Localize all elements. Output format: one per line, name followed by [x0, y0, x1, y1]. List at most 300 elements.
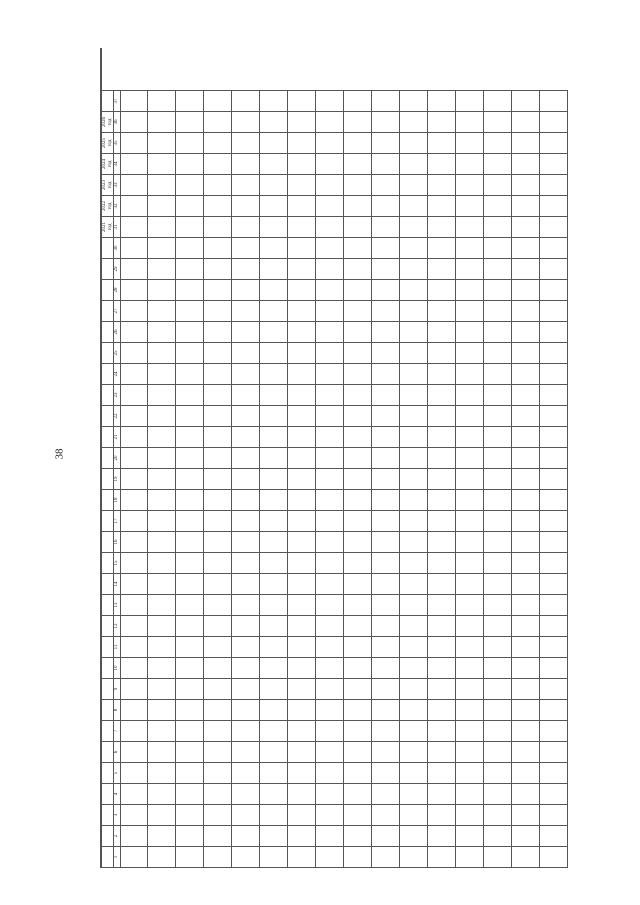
header-cell: [102, 301, 114, 322]
column-number: 27: [114, 301, 121, 322]
code-cell: [288, 721, 316, 742]
row-year-value: [512, 217, 540, 238]
code-cell: [176, 658, 204, 679]
header-cell: [102, 721, 114, 742]
code-cell: [288, 826, 316, 847]
code-cell: [372, 826, 400, 847]
code-cell: [204, 553, 232, 574]
column-number: 15: [114, 553, 121, 574]
column-number: 9: [114, 679, 121, 700]
code-cell: [372, 385, 400, 406]
row-year-value: [456, 133, 484, 154]
code-cell: [288, 532, 316, 553]
code-cell: [512, 679, 540, 700]
row-year-value: [344, 154, 372, 175]
code-cell: [372, 805, 400, 826]
code-cell: [344, 553, 372, 574]
code-cell: [316, 406, 344, 427]
code-cell: [204, 301, 232, 322]
code-cell: [344, 847, 372, 868]
code-cell: [344, 469, 372, 490]
code-cell: [372, 301, 400, 322]
row-year-value: [316, 112, 344, 133]
code-cell: [176, 784, 204, 805]
code-cell: [344, 616, 372, 637]
row-unit: [148, 259, 176, 280]
row-year-value: [148, 133, 176, 154]
code-cell: [260, 700, 288, 721]
code-cell: [512, 448, 540, 469]
code-cell: [540, 595, 568, 616]
code-cell: [484, 679, 512, 700]
code-cell: [232, 427, 260, 448]
code-cell: [456, 721, 484, 742]
code-cell: [260, 490, 288, 511]
code-cell: [428, 343, 456, 364]
header-cell: [102, 805, 114, 826]
code-cell: [456, 301, 484, 322]
row-year-value: [288, 112, 316, 133]
code-cell: [316, 616, 344, 637]
row-year-value: [288, 196, 316, 217]
code-cell: [148, 427, 176, 448]
code-cell: [120, 763, 148, 784]
code-cell: [316, 448, 344, 469]
row-name: [484, 280, 512, 301]
row-base-value: [456, 238, 484, 259]
code-cell: [288, 301, 316, 322]
header-cell: [102, 91, 114, 112]
row-year-value: [484, 133, 512, 154]
row-base-value: [484, 238, 512, 259]
code-cell: [288, 637, 316, 658]
code-cell: [400, 826, 428, 847]
code-cell: [176, 826, 204, 847]
row-name: [344, 280, 372, 301]
code-cell: [456, 574, 484, 595]
code-cell: [484, 595, 512, 616]
code-cell: [232, 847, 260, 868]
code-cell: [372, 616, 400, 637]
code-cell: [400, 679, 428, 700]
code-cell: [512, 784, 540, 805]
column-number: 32: [114, 196, 121, 217]
code-cell: [176, 679, 204, 700]
row-year-value: [540, 154, 568, 175]
code-cell: [120, 553, 148, 574]
header-cell: [102, 847, 114, 868]
code-cell: [232, 511, 260, 532]
row-year-value: [120, 175, 148, 196]
column-number: 4: [114, 784, 121, 805]
code-cell: [232, 385, 260, 406]
code-cell: [148, 322, 176, 343]
code-cell: [484, 658, 512, 679]
code-cell: [456, 385, 484, 406]
code-cell: [512, 616, 540, 637]
row-year-value: [400, 175, 428, 196]
row-year-value: [428, 217, 456, 238]
code-cell: [540, 637, 568, 658]
code-cell: [344, 763, 372, 784]
code-cell: [232, 553, 260, 574]
code-cell: [120, 322, 148, 343]
code-cell: [260, 679, 288, 700]
code-cell: [428, 469, 456, 490]
row-year-value: [204, 196, 232, 217]
row-year-value: [148, 217, 176, 238]
code-cell: [148, 406, 176, 427]
row-name: [288, 280, 316, 301]
code-cell: [540, 826, 568, 847]
code-cell: [232, 742, 260, 763]
code-cell: [260, 343, 288, 364]
header-cell: [102, 427, 114, 448]
column-number: 3: [114, 805, 121, 826]
code-cell: [456, 616, 484, 637]
code-cell: [232, 805, 260, 826]
row-base-value: [372, 238, 400, 259]
column-number: 26: [114, 322, 121, 343]
code-cell: [428, 700, 456, 721]
row-year-value: [456, 154, 484, 175]
row-year-value: [540, 217, 568, 238]
code-cell: [456, 742, 484, 763]
code-cell: [288, 553, 316, 574]
code-cell: [316, 385, 344, 406]
code-cell: [148, 616, 176, 637]
code-cell: [456, 406, 484, 427]
row-unit: [232, 259, 260, 280]
row-target-value: [204, 91, 232, 112]
row-name: [316, 280, 344, 301]
code-cell: [372, 469, 400, 490]
code-cell: [540, 532, 568, 553]
row-target-value: [344, 91, 372, 112]
year-header-0: 2021 год: [102, 217, 114, 238]
code-cell: [148, 532, 176, 553]
code-cell: [428, 490, 456, 511]
column-number: 12: [114, 616, 121, 637]
code-cell: [288, 448, 316, 469]
code-cell: [148, 826, 176, 847]
code-cell: [148, 742, 176, 763]
header-cell: [102, 742, 114, 763]
code-cell: [316, 511, 344, 532]
code-cell: [232, 364, 260, 385]
code-cell: [260, 637, 288, 658]
code-cell: [288, 490, 316, 511]
code-cell: [372, 406, 400, 427]
code-cell: [148, 700, 176, 721]
row-year-value: [120, 196, 148, 217]
row-target-value: [484, 91, 512, 112]
code-cell: [260, 448, 288, 469]
header-cell: [102, 763, 114, 784]
row-base-value: [512, 238, 540, 259]
page-number: 38: [53, 448, 66, 460]
row-base-value: [120, 238, 148, 259]
code-cell: [288, 595, 316, 616]
row-base-value: [260, 238, 288, 259]
header-cell: [102, 280, 114, 301]
code-cell: [120, 700, 148, 721]
code-cell: [428, 616, 456, 637]
code-cell: [428, 679, 456, 700]
code-cell: [456, 511, 484, 532]
table-row: [148, 49, 176, 868]
code-cell: [400, 385, 428, 406]
row-year-value: [176, 217, 204, 238]
row-name: [176, 280, 204, 301]
row-year-value: [540, 133, 568, 154]
code-cell: [148, 511, 176, 532]
code-cell: [540, 385, 568, 406]
column-number: 2: [114, 826, 121, 847]
year-header-1: 2022 год: [102, 196, 114, 217]
code-cell: [344, 301, 372, 322]
code-cell: [288, 679, 316, 700]
code-cell: [484, 385, 512, 406]
code-cell: [288, 742, 316, 763]
row-year-value: [344, 112, 372, 133]
code-cell: [400, 511, 428, 532]
code-cell: [148, 805, 176, 826]
row-year-value: [372, 196, 400, 217]
code-cell: [484, 364, 512, 385]
code-cell: [260, 427, 288, 448]
column-number: 24: [114, 364, 121, 385]
row-year-value: [428, 196, 456, 217]
code-cell: [260, 532, 288, 553]
code-cell: [512, 553, 540, 574]
code-cell: [428, 721, 456, 742]
column-number: 33: [114, 175, 121, 196]
code-cell: [456, 490, 484, 511]
code-cell: [540, 658, 568, 679]
table-row: [120, 49, 148, 868]
code-cell: [428, 406, 456, 427]
column-number: 29: [114, 259, 121, 280]
row-year-value: [148, 175, 176, 196]
code-cell: [344, 742, 372, 763]
code-cell: [540, 490, 568, 511]
row-year-value: [260, 154, 288, 175]
code-cell: [512, 322, 540, 343]
column-number: 37: [114, 91, 121, 112]
code-cell: [120, 343, 148, 364]
header-cell: [102, 322, 114, 343]
code-cell: [120, 784, 148, 805]
code-cell: [428, 532, 456, 553]
code-cell: [372, 679, 400, 700]
code-cell: [120, 595, 148, 616]
row-target-value: [456, 91, 484, 112]
code-cell: [316, 784, 344, 805]
row-target-value: [120, 91, 148, 112]
row-year-value: [540, 175, 568, 196]
code-cell: [148, 847, 176, 868]
code-cell: [400, 595, 428, 616]
row-year-value: [232, 175, 260, 196]
row-year-value: [344, 217, 372, 238]
code-cell: [232, 784, 260, 805]
code-cell: [372, 343, 400, 364]
code-cell: [456, 364, 484, 385]
code-cell: [204, 595, 232, 616]
code-cell: [540, 805, 568, 826]
column-number: 6: [114, 742, 121, 763]
column-number: 10: [114, 658, 121, 679]
row-base-value: [316, 238, 344, 259]
code-cell: [204, 679, 232, 700]
row-year-value: [260, 217, 288, 238]
code-cell: [512, 763, 540, 784]
code-cell: [400, 343, 428, 364]
code-cell: [344, 427, 372, 448]
row-year-value: [400, 133, 428, 154]
code-cell: [484, 448, 512, 469]
row-year-value: [288, 217, 316, 238]
row-target-value: [288, 91, 316, 112]
code-cell: [176, 511, 204, 532]
row-name: [372, 280, 400, 301]
row-year-value: [400, 154, 428, 175]
code-cell: [316, 847, 344, 868]
code-cell: [540, 364, 568, 385]
row-year-value: [204, 175, 232, 196]
row-year-value: [484, 154, 512, 175]
column-number: 31: [114, 217, 121, 238]
row-unit: [428, 259, 456, 280]
row-base-value: [176, 238, 204, 259]
row-year-value: [232, 133, 260, 154]
table-row: [260, 49, 288, 868]
code-cell: [484, 805, 512, 826]
code-cell: [120, 448, 148, 469]
code-cell: [512, 805, 540, 826]
row-name: [260, 280, 288, 301]
code-cell: [260, 469, 288, 490]
code-cell: [260, 805, 288, 826]
column-number: 35: [114, 133, 121, 154]
code-cell: [428, 805, 456, 826]
column-number: 28: [114, 280, 121, 301]
code-cell: [484, 553, 512, 574]
table-row: [316, 49, 344, 868]
header-cell: [102, 532, 114, 553]
code-cell: [400, 616, 428, 637]
code-cell: [232, 637, 260, 658]
row-year-value: [484, 112, 512, 133]
code-cell: [176, 490, 204, 511]
code-cell: [204, 427, 232, 448]
code-cell: [540, 847, 568, 868]
code-cell: [176, 553, 204, 574]
row-target-value: [512, 91, 540, 112]
code-cell: [456, 322, 484, 343]
column-number: 19: [114, 469, 121, 490]
code-cell: [204, 637, 232, 658]
code-cell: [512, 721, 540, 742]
code-cell: [204, 385, 232, 406]
code-cell: [148, 385, 176, 406]
code-cell: [400, 784, 428, 805]
code-cell: [176, 364, 204, 385]
code-cell: [232, 679, 260, 700]
code-cell: [176, 700, 204, 721]
code-cell: [456, 763, 484, 784]
header-cell: [102, 616, 114, 637]
header-cell: [102, 238, 114, 259]
code-cell: [176, 847, 204, 868]
code-cell: [120, 574, 148, 595]
header-cell: [102, 595, 114, 616]
code-cell: [288, 616, 316, 637]
code-cell: [288, 364, 316, 385]
code-cell: [400, 763, 428, 784]
code-cell: [540, 469, 568, 490]
row-year-value: [512, 154, 540, 175]
row-year-value: [120, 154, 148, 175]
code-cell: [512, 406, 540, 427]
code-cell: [372, 322, 400, 343]
row-year-value: [204, 154, 232, 175]
row-name: [204, 280, 232, 301]
code-cell: [344, 490, 372, 511]
row-year-value: [456, 112, 484, 133]
code-cell: [456, 658, 484, 679]
code-cell: [260, 742, 288, 763]
code-cell: [512, 700, 540, 721]
row-unit: [372, 259, 400, 280]
row-year-value: [316, 175, 344, 196]
code-cell: [204, 322, 232, 343]
code-cell: [344, 511, 372, 532]
code-cell: [512, 511, 540, 532]
code-cell: [260, 364, 288, 385]
code-cell: [484, 343, 512, 364]
code-cell: [512, 637, 540, 658]
code-cell: [456, 637, 484, 658]
code-cell: [260, 511, 288, 532]
code-cell: [260, 406, 288, 427]
code-cell: [344, 679, 372, 700]
code-cell: [344, 364, 372, 385]
code-cell: [260, 616, 288, 637]
code-cell: [428, 448, 456, 469]
code-cell: [316, 343, 344, 364]
code-cell: [484, 469, 512, 490]
code-cell: [400, 637, 428, 658]
code-cell: [540, 784, 568, 805]
code-cell: [232, 490, 260, 511]
code-cell: [512, 574, 540, 595]
code-cell: [232, 301, 260, 322]
row-target-value: [176, 91, 204, 112]
row-unit: [260, 259, 288, 280]
row-unit: [120, 259, 148, 280]
code-cell: [344, 343, 372, 364]
code-cell: [204, 511, 232, 532]
code-cell: [260, 553, 288, 574]
row-year-value: [148, 154, 176, 175]
header-cell: [102, 553, 114, 574]
column-number: 13: [114, 595, 121, 616]
code-cell: [400, 490, 428, 511]
column-number: 14: [114, 574, 121, 595]
row-unit: [400, 259, 428, 280]
